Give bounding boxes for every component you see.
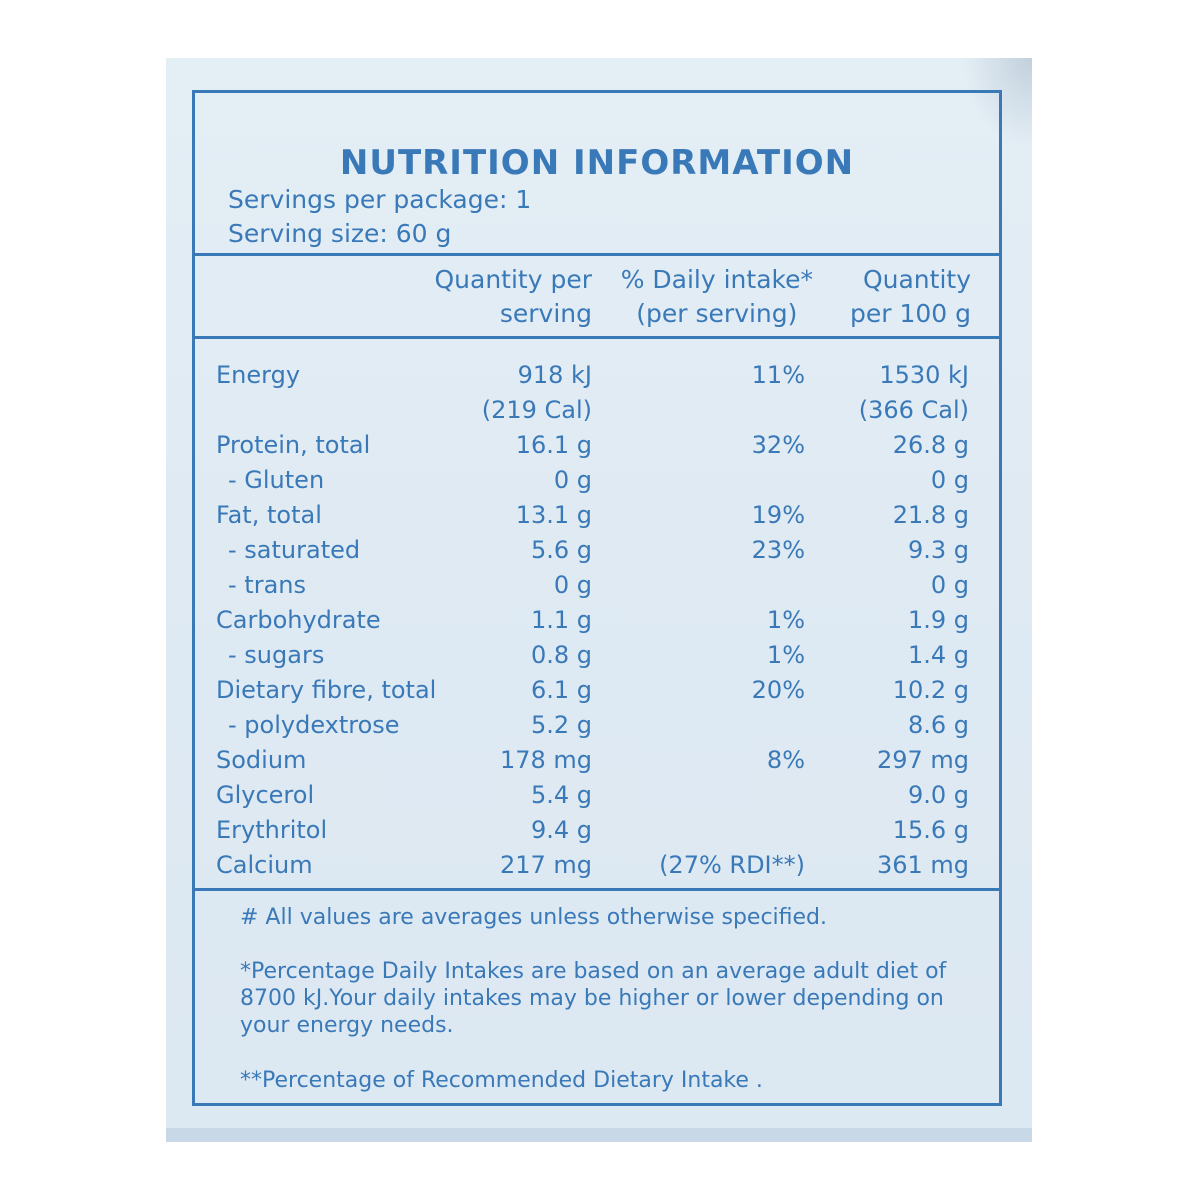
table-row <box>195 358 999 393</box>
header-bottom-rule <box>195 336 999 339</box>
row-qty-per-100g: 0 g <box>930 466 969 494</box>
row-qty-per-serving: 0 g <box>553 466 592 494</box>
row-daily-intake: 23% <box>751 536 805 564</box>
row-qty-per-100g: 297 mg <box>876 746 969 774</box>
row-name: Sodium <box>216 746 307 774</box>
row-qty-per-100g: 0 g <box>930 571 969 599</box>
row-name: Carbohydrate <box>216 606 381 634</box>
row-qty-per-serving: 1.1 g <box>530 606 592 634</box>
row-qty-per-serving: 6.1 g <box>530 676 592 704</box>
row-qty-per-serving: 178 mg <box>499 746 592 774</box>
row-name: Calcium <box>216 851 313 879</box>
serving-size: Serving size: 60 g <box>228 219 452 248</box>
row-qty-per-serving: 5.4 g <box>530 781 592 809</box>
table-row <box>195 428 999 463</box>
header-p100-line2: per 100 g <box>849 299 971 328</box>
label-title: NUTRITION INFORMATION <box>339 143 855 183</box>
table-row <box>195 463 999 498</box>
table-row <box>195 568 999 603</box>
table-row <box>195 708 999 743</box>
row-name: Erythritol <box>216 816 328 844</box>
row-daily-intake: 19% <box>751 501 805 529</box>
row-qty-per-serving: 0.8 g <box>530 641 592 669</box>
row-name: - trans <box>228 571 306 599</box>
row-daily-intake: 8% <box>766 746 805 774</box>
row-qty-per-100g: 10.2 g <box>892 676 969 704</box>
header-qty-line1: Quantity per <box>434 265 592 294</box>
nutrition-label <box>192 90 1002 1106</box>
table-row <box>195 813 999 848</box>
row-qty-per-100g: 361 mg <box>876 851 969 879</box>
table-row <box>195 393 999 428</box>
row-qty-per-serving: 5.2 g <box>530 711 592 739</box>
header-qty-per-serving <box>434 263 592 331</box>
row-name: Glycerol <box>216 781 315 809</box>
row-qty-per-serving: 0 g <box>553 571 592 599</box>
row-qty-per-100g: 9.0 g <box>907 781 969 809</box>
footnote-rule <box>195 888 999 891</box>
row-name: - saturated <box>228 536 361 564</box>
panel-bottom-edge <box>166 1128 1032 1142</box>
header-p100-line1: Quantity <box>862 265 971 294</box>
row-daily-intake: (27% RDI**) <box>659 851 805 879</box>
row-qty-per-100g: 1.9 g <box>907 606 969 634</box>
table-row <box>195 673 999 708</box>
row-name: - polydextrose <box>228 711 400 739</box>
row-qty-per-100g: 1.4 g <box>907 641 969 669</box>
row-qty-per-100g: (366 Cal) <box>858 396 969 424</box>
row-qty-per-serving: 13.1 g <box>515 501 592 529</box>
row-qty-per-100g: 26.8 g <box>892 431 969 459</box>
row-qty-per-100g: 15.6 g <box>892 816 969 844</box>
row-name: - Gluten <box>228 466 325 494</box>
row-qty-per-serving: 9.4 g <box>530 816 592 844</box>
row-name: - sugars <box>228 641 325 669</box>
row-qty-per-serving: (219 Cal) <box>481 396 592 424</box>
table-row <box>195 743 999 778</box>
header-daily-intake <box>621 263 813 331</box>
header-qty-line2: serving <box>499 299 592 328</box>
row-qty-per-serving: 16.1 g <box>515 431 592 459</box>
header-di-line2: (per serving) <box>636 299 798 328</box>
table-row <box>195 848 999 883</box>
row-daily-intake: 11% <box>751 361 805 389</box>
row-qty-per-100g: 21.8 g <box>892 501 969 529</box>
table-row <box>195 603 999 638</box>
row-qty-per-100g: 8.6 g <box>907 711 969 739</box>
row-daily-intake: 20% <box>751 676 805 704</box>
note-averages: # All values are averages unless otherwise specified. <box>240 905 828 930</box>
row-daily-intake: 1% <box>766 641 805 669</box>
table-row <box>195 498 999 533</box>
row-qty-per-serving: 5.6 g <box>530 536 592 564</box>
row-name: Fat, total <box>216 501 322 529</box>
row-qty-per-serving: 217 mg <box>499 851 592 879</box>
table-row <box>195 638 999 673</box>
row-qty-per-100g: 9.3 g <box>907 536 969 564</box>
row-name: Dietary fibre, total <box>216 676 437 704</box>
servings-per-package: Servings per package: 1 <box>228 185 532 214</box>
note-rdi: **Percentage of Recommended Dietary Intake . <box>240 1068 763 1093</box>
row-daily-intake: 32% <box>751 431 805 459</box>
row-qty-per-100g: 1530 kJ <box>879 361 969 389</box>
header-qty-per-100g <box>850 263 971 331</box>
table-row <box>195 778 999 813</box>
row-daily-intake: 1% <box>766 606 805 634</box>
header-di-line1: % Daily intake* <box>620 265 813 294</box>
row-name: Energy <box>216 361 301 389</box>
row-name: Protein, total <box>216 431 371 459</box>
header-top-rule <box>195 253 999 256</box>
table-row <box>195 533 999 568</box>
row-qty-per-serving: 918 kJ <box>517 361 592 389</box>
note-daily-intake: *Percentage Daily Intakes are based on an average adult diet of 8700 kJ.Your daily intakes may be higher or lower depending on your energy needs. <box>240 959 947 1038</box>
